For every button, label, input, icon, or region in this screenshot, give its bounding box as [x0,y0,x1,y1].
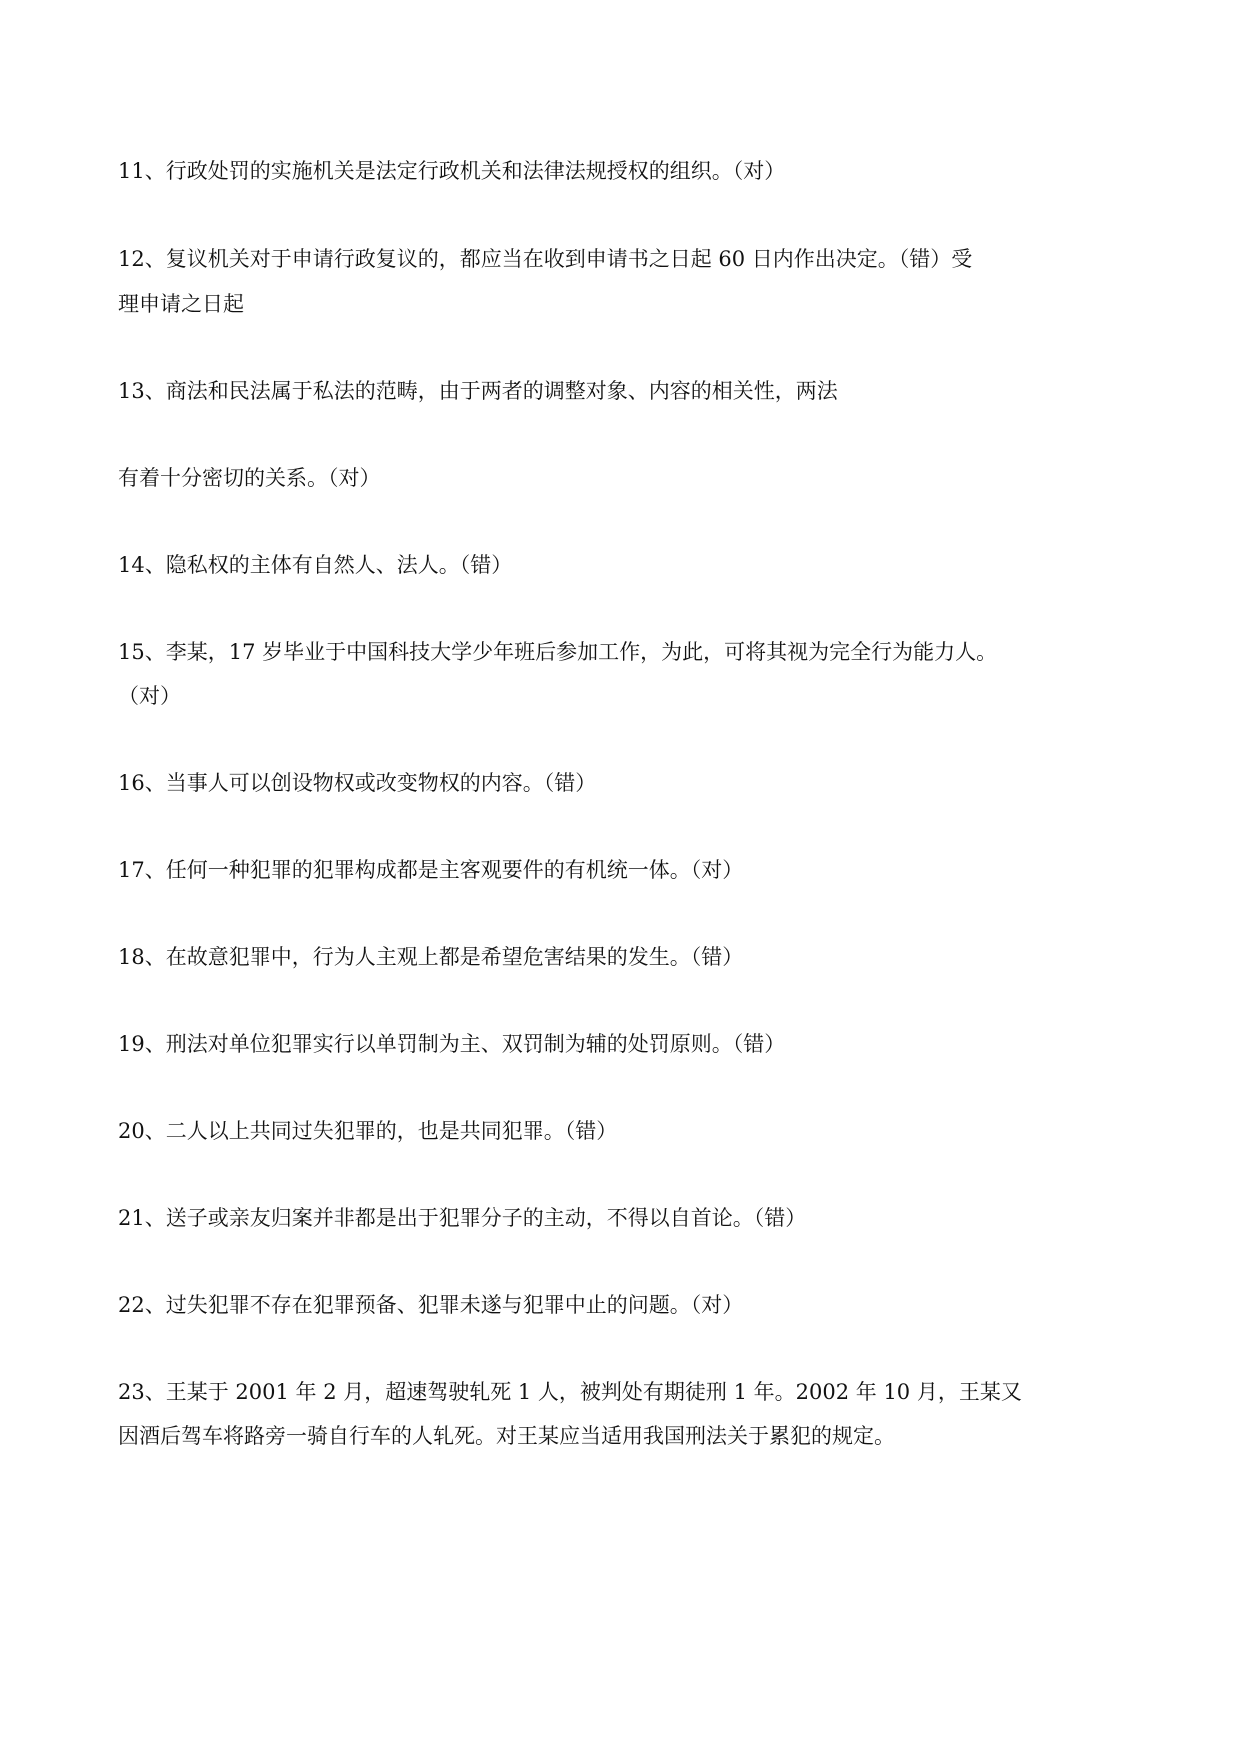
item-15-line-1: 15、李某，17 岁毕业于中国科技大学少年班后参加工作，为此，可将其视为完全行为能力人。 [118,640,998,664]
item-19: 19、刑法对单位犯罪实行以单罚制为主、双罚制为辅的处罚原则。（错） [118,1032,786,1056]
item-21: 21、送子或亲友归案并非都是出于犯罪分子的主动，不得以自首论。（错） [118,1206,807,1230]
item-14: 14、隐私权的主体有自然人、法人。（错） [118,553,513,577]
item-15-line-2: （对） [118,684,181,708]
item-18: 18、在故意犯罪中，行为人主观上都是希望危害结果的发生。（错） [118,945,744,969]
item-16: 16、当事人可以创设物权或改变物权的内容。（错） [118,771,597,795]
item-13-line-2: 有着十分密切的关系。（对） [118,466,381,490]
item-23-line-1: 23、王某于 2001 年 2 月，超速驾驶轧死 1 人，被判处有期徒刑 1 年。2002 年 10 月，王某又 [118,1380,1022,1404]
item-12-line-1: 12、复议机关对于申请行政复议的，都应当在收到申请书之日起 60 日内作出决定。（错）受 [118,247,973,271]
item-17: 17、任何一种犯罪的犯罪构成都是主客观要件的有机统一体。（对） [118,858,744,882]
item-11: 11、行政处罚的实施机关是法定行政机关和法律法规授权的组织。（对） [118,159,786,183]
item-22: 22、过失犯罪不存在犯罪预备、犯罪未遂与犯罪中止的问题。（对） [118,1293,744,1317]
item-23-line-2: 因酒后驾车将路旁一骑自行车的人轧死。对王某应当适用我国刑法关于累犯的规定。 [118,1424,895,1448]
item-13-line-1: 13、商法和民法属于私法的范畴，由于两者的调整对象、内容的相关性，两法 [118,379,838,403]
item-20: 20、二人以上共同过失犯罪的，也是共同犯罪。（错） [118,1119,618,1143]
item-12-line-2: 理申请之日起 [118,292,244,316]
